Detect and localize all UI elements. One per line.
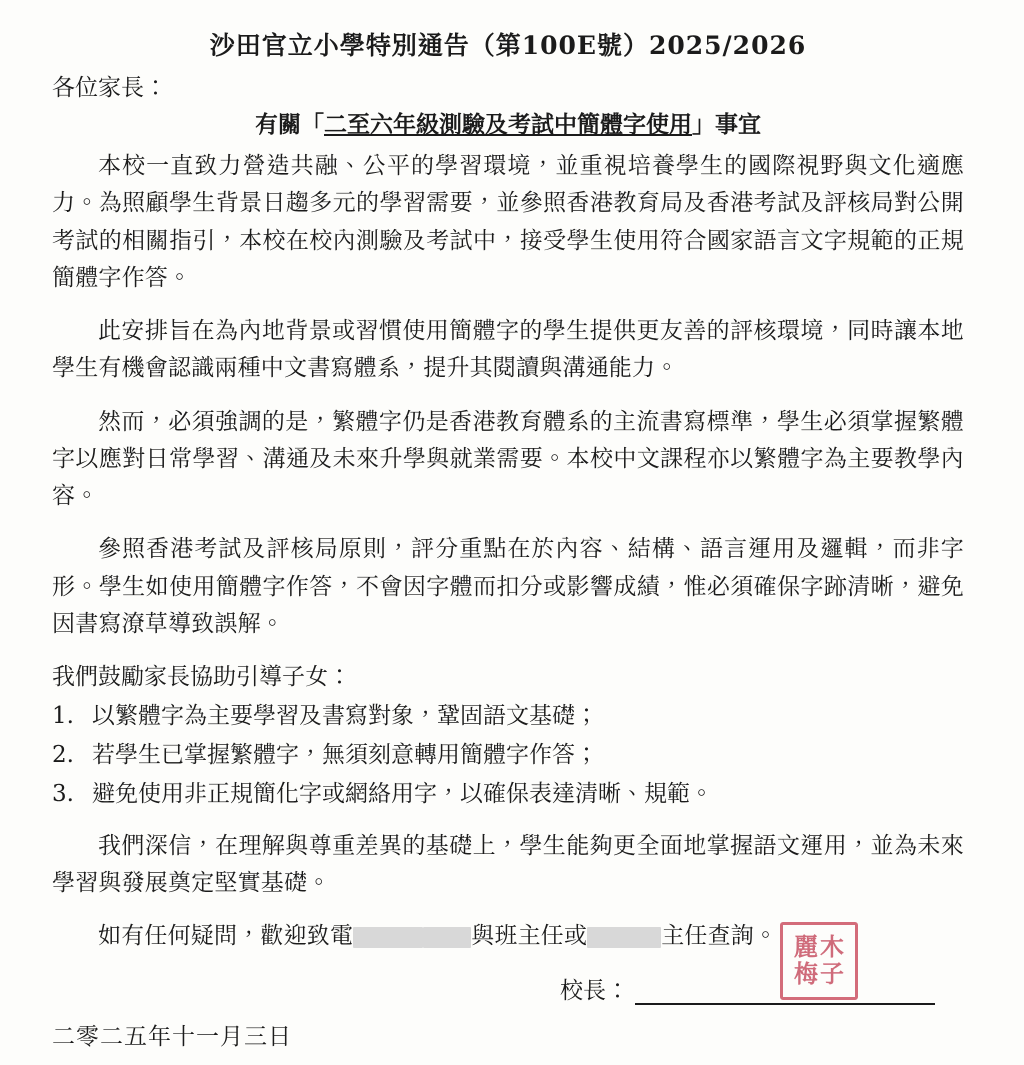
guidance-list xyxy=(52,698,964,814)
document-body xyxy=(52,28,964,971)
list-item-number: 1. xyxy=(52,702,74,729)
signature-label: 校長： xyxy=(560,978,629,1004)
seal-char-1: 木 xyxy=(820,932,844,962)
list-item xyxy=(52,698,964,735)
list-item-label: 以繁體字為主要學習及書寫對象，鞏固語文基礎； xyxy=(92,702,598,729)
list-item-number: 3. xyxy=(52,781,74,808)
list-item-label: 避免使用非正規簡化字或網絡用字，以確保表達清晰、規範。 xyxy=(92,781,713,808)
redacted-phone xyxy=(353,927,423,948)
seal-char-4: 梅 xyxy=(794,959,818,988)
salutation: 各位家長： xyxy=(52,75,167,101)
list-intro: 我們鼓勵家長協助引導子女： xyxy=(52,664,351,690)
list-item xyxy=(52,776,964,813)
signature-line xyxy=(635,981,935,1005)
seal-char-3: 麗 xyxy=(794,932,818,962)
contact-before: 如有任何疑問，歡迎致電 xyxy=(98,923,354,950)
contact-after: 主任查詢。 xyxy=(661,923,778,950)
subject-line xyxy=(52,108,964,143)
subject-prefix: 有關「 xyxy=(255,110,324,138)
paragraph-2: 此安排旨在為內地背景或習慣使用簡體字的學生提供更友善的評核環境，同時讓本地學生有機會認識兩種中文書寫體系，提升其閱讀與溝通能力。 xyxy=(52,318,964,382)
document-date: 二零二五年十一月三日 xyxy=(52,1024,292,1050)
redacted-extension xyxy=(423,927,471,948)
list-item-label: 若學生已掌握繁體字，無須刻意轉用簡體字作答； xyxy=(92,742,598,769)
seal-char-2: 子 xyxy=(820,959,844,988)
list-item-number: 2. xyxy=(52,742,74,769)
contact-middle: 與班主任或 xyxy=(471,923,588,950)
signature-row xyxy=(560,972,935,1005)
paragraph-4: 參照香港考試及評核局原則，評分重點在於內容、結構、語言運用及邏輯，而非字形。學生如使用簡體字作答，不會因字體而扣分或影響成績，惟必須確保字跡清晰，避免因書寫潦草導致誤解。 xyxy=(52,536,964,637)
subject-suffix: 」事宜 xyxy=(692,110,761,138)
closing-paragraph: 我們深信，在理解與尊重差異的基礎上，學生能夠更全面地掌握語文運用，並為未來學習與發展奠定堅實基礎。 xyxy=(52,832,964,896)
paragraph-3: 然而，必須強調的是，繁體字仍是香港教育體系的主流書寫標準，學生必須掌握繁體字以應對日常學習、溝通及未來升學與就業需要。本校中文課程亦以繁體字為主要教學內容。 xyxy=(52,408,964,509)
paragraph-1: 本校一直致力營造共融、公平的學習環境，並重視培養學生的國際視野與文化適應力。為照顧學生背景日趨多元的學習需要，並參照香港教育局及香港考試及評核局對公開考試的相關指引，本校在校內測驗及考試中，接受學生使用符合國家語言文字規範的正規簡體字作答。 xyxy=(52,153,964,291)
list-item xyxy=(52,737,964,774)
redacted-name xyxy=(587,927,661,948)
subject-underlined: 二至六年級測驗及考試中簡體字使用 xyxy=(324,110,692,138)
page-title: 沙田官立小學特別通告（第100E號）2025/2026 xyxy=(209,31,807,60)
